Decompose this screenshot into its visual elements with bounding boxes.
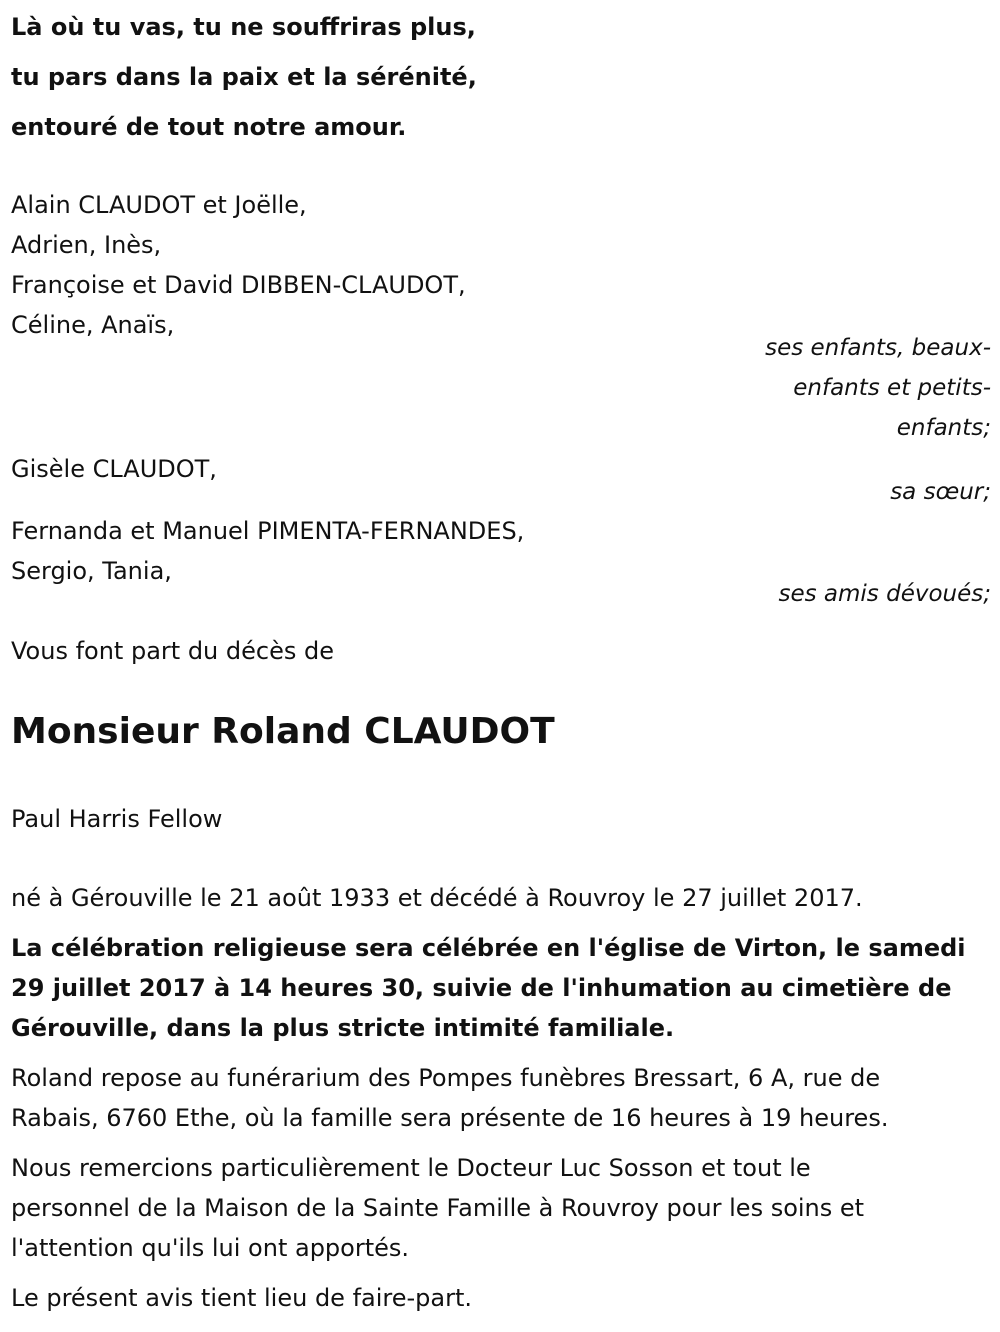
closing-note: Le présent avis tient lieu de faire-part.	[11, 1284, 473, 1312]
relation-sister: sa sœur;	[890, 479, 991, 505]
ceremony-line-3: Gérouville, dans la plus stricte intimité familiale.	[11, 1014, 675, 1042]
birth-death-dates: né à Gérouville le 21 août 1933 et décédé à Rouvroy le 27 juillet 2017.	[11, 884, 863, 912]
relation-children-line-2: enfants et petits-	[793, 375, 991, 401]
funerarium-line-1: Roland repose au funérarium des Pompes funèbres Bressart, 6 A, rue de	[11, 1064, 881, 1092]
thanks-line-2: personnel de la Maison de la Sainte Famille à Rouvroy pour les soins et	[11, 1194, 865, 1222]
family-line: Céline, Anaïs,	[11, 311, 175, 339]
family-line: Françoise et David DIBBEN-CLAUDOT,	[11, 271, 466, 299]
family-line: Fernanda et Manuel PIMENTA-FERNANDES,	[11, 517, 525, 545]
family-line: Alain CLAUDOT et Joëlle,	[11, 191, 307, 219]
deceased-distinction: Paul Harris Fellow	[11, 805, 223, 833]
ceremony-line-2: 29 juillet 2017 à 14 heures 30, suivie de l'inhumation au cimetière de	[11, 974, 952, 1002]
relation-friends: ses amis dévoués;	[778, 581, 991, 607]
relation-children-line-3: enfants;	[896, 415, 991, 441]
thanks-line-3: l'attention qu'ils lui ont apportés.	[11, 1234, 410, 1262]
relation-children-line-1: ses enfants, beaux-	[765, 335, 991, 361]
funerarium-line-2: Rabais, 6760 Ethe, où la famille sera présente de 16 heures à 19 heures.	[11, 1104, 889, 1132]
announcement: Vous font part du décès de	[11, 637, 334, 665]
family-line: Adrien, Inès,	[11, 231, 162, 259]
poem-line-3: entouré de tout notre amour.	[11, 113, 407, 141]
ceremony-line-1: La célébration religieuse sera célébrée en l'église de Virton, le samedi	[11, 934, 966, 962]
family-line: Gisèle CLAUDOT,	[11, 455, 217, 483]
poem-line-1: Là où tu vas, tu ne souffriras plus,	[11, 13, 476, 41]
deceased-name: Monsieur Roland CLAUDOT	[11, 711, 555, 752]
family-line: Sergio, Tania,	[11, 557, 172, 585]
poem-line-2: tu pars dans la paix et la sérénité,	[11, 63, 477, 91]
thanks-line-1: Nous remercions particulièrement le Docteur Luc Sosson et tout le	[11, 1154, 811, 1182]
